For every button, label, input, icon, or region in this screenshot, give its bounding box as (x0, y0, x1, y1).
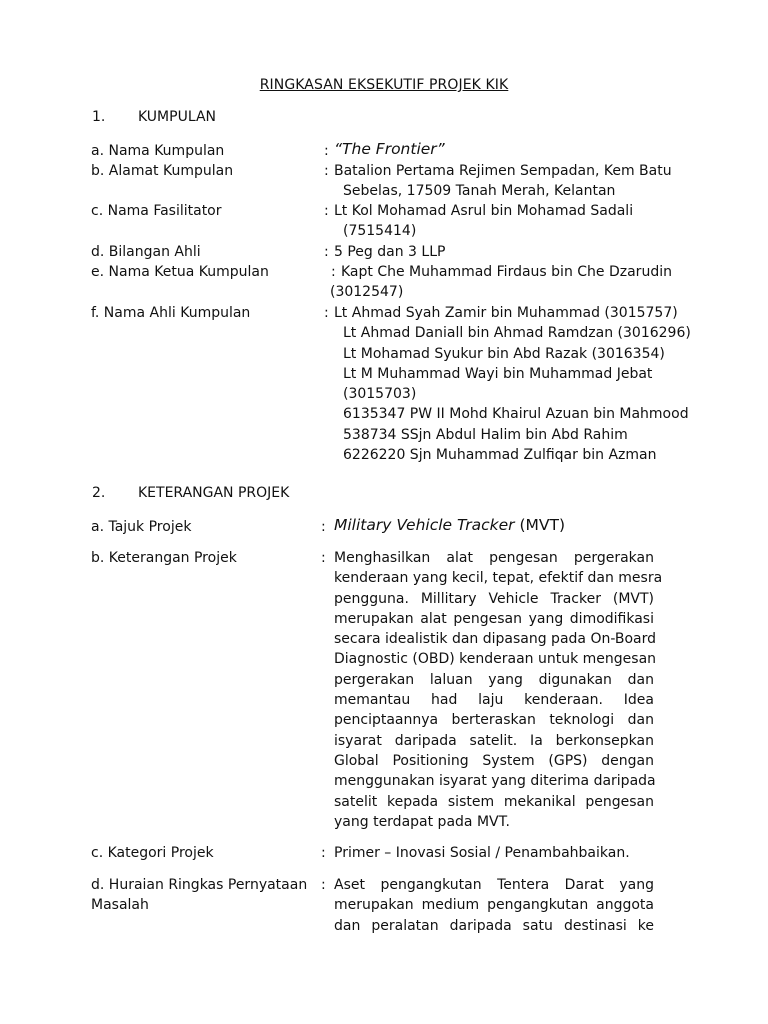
paragraph-line: Menghasilkan alat pengesan pergerakan (334, 550, 654, 566)
section-2-heading (92, 485, 289, 501)
paragraph-line: satelit kepada sistem mekanikal pengesan (334, 793, 654, 810)
value-line: Lt Kol Mohamad Asrul bin Mohamad Sadali (334, 203, 634, 219)
field-label: d. Bilangan Ahli (91, 244, 201, 260)
paragraph-line: merupakan alat pengesan yang dimodifikasi (334, 610, 654, 627)
section-1-heading (92, 109, 216, 125)
value-line: Kapt Che Muhammad Firdaus bin Che Dzarudin (341, 264, 672, 280)
paragraph-line: penciptaannya berteraskan teknologi dan (334, 712, 654, 729)
field-value: Primer – Inovasi Sosial / Penambahbaikan. (334, 845, 630, 861)
paragraph-line: Global Positioning System (GPS) dengan (334, 752, 654, 769)
colon: : (321, 519, 326, 535)
colon: : (324, 163, 329, 179)
description-paragraph (334, 548, 663, 832)
value-line: 5 Peg dan 3 LLP (334, 244, 446, 260)
section-title: KUMPULAN (138, 109, 216, 125)
colon: : (331, 264, 336, 280)
field-label (91, 875, 321, 916)
paragraph-line: merupakan medium pengangkutan anggota (334, 897, 654, 914)
project-title-value (334, 515, 754, 535)
colon: : (324, 143, 329, 159)
colon: : (321, 550, 326, 566)
colon: : (321, 877, 326, 893)
value-line: Sebelas, 17509 Tanah Merah, Kelantan (343, 183, 616, 200)
member-item: 538734 SSjn Abdul Halim bin Abd Rahim (343, 426, 628, 443)
document-title: RINGKASAN EKSEKUTIF PROJEK KIK (259, 77, 509, 93)
paragraph-line: Aset pengangkutan Tentera Darat yang (334, 877, 654, 893)
paragraph-line: pengguna. Millitary Vehicle Tracker (MVT) (334, 590, 654, 607)
paragraph-line: pergerakan laluan yang digunakan dan (334, 671, 654, 688)
paragraph-line: Diagnostic (OBD) kenderaan untuk mengesan (334, 651, 657, 668)
field-label: f. Nama Ahli Kumpulan (91, 305, 251, 321)
value-line: (3012547) (330, 284, 404, 301)
colon: : (321, 845, 326, 861)
project-title-abbrev: (MVT) (514, 516, 566, 534)
field-label: e. Nama Ketua Kumpulan (91, 264, 269, 280)
member-item: (3015703) (343, 386, 417, 403)
paragraph-line: memantau had laju kenderaan. Idea (334, 692, 654, 709)
value-line: (7515414) (343, 223, 417, 240)
group-name-value: “The Frontier” (334, 140, 445, 158)
colon: : (324, 203, 329, 219)
paragraph-line: kenderaan yang kecil, tepat, efektif dan mesra (334, 570, 663, 587)
member-item: 6226220 Sjn Muhammad Zulfiqar bin Azman (343, 447, 657, 464)
member-item: 6135347 PW II Mohd Khairul Azuan bin Mahmood (343, 406, 689, 423)
colon: : (324, 244, 329, 260)
field-label: b. Alamat Kumpulan (91, 163, 234, 179)
field-value (330, 262, 761, 303)
member-item: Lt Ahmad Syah Zamir bin Muhammad (3015757) (334, 305, 678, 321)
value-line: Batalion Pertama Rejimen Sempadan, Kem Batu (334, 163, 672, 179)
section-number: 2. (92, 485, 106, 501)
field-value (334, 201, 754, 242)
paragraph-line: dan peralatan daripada satu destinasi ke (334, 917, 654, 934)
project-title-italic: Military Vehicle Tracker (334, 516, 515, 534)
problem-paragraph (334, 875, 654, 936)
field-label: b. Keterangan Projek (91, 550, 237, 566)
paragraph-line: secara idealistik dan dipasang pada On-Board (334, 631, 657, 648)
label-line: Masalah (91, 897, 149, 914)
member-item: Lt M Muhammad Wayi bin Muhammad Jebat (343, 365, 653, 382)
field-value (334, 242, 754, 262)
field-value (334, 161, 754, 202)
paragraph-line: menggunakan isyarat yang diterima daripada (334, 773, 656, 790)
section-number: 1. (92, 109, 106, 125)
member-list (334, 303, 754, 465)
section-title: KETERANGAN PROJEK (138, 485, 290, 501)
field-label: c. Nama Fasilitator (91, 203, 222, 219)
field-label: a. Tajuk Projek (91, 519, 192, 535)
field-label: c. Kategori Projek (91, 845, 214, 861)
label-line: d. Huraian Ringkas Pernyataan (91, 877, 308, 893)
colon: : (324, 305, 329, 321)
member-item: Lt Mohamad Syukur bin Abd Razak (3016354) (343, 345, 665, 362)
paragraph-line: yang terdapat pada MVT. (334, 813, 510, 830)
field-label: a. Nama Kumpulan (91, 143, 225, 159)
paragraph-line: isyarat daripada satelit. Ia berkonsepkan (334, 732, 654, 749)
member-item: Lt Ahmad Daniall bin Ahmad Ramdzan (3016296) (343, 325, 691, 342)
